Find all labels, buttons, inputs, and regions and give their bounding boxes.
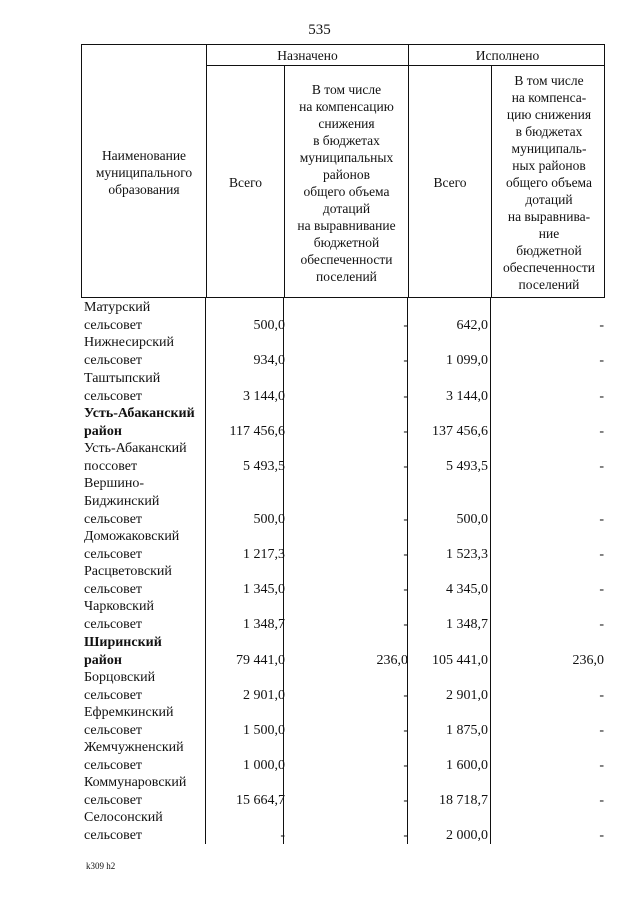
row-executed-including: - [599, 688, 604, 703]
row-executed-including: - [599, 547, 604, 562]
row-executed-including: 236,0 [572, 653, 604, 668]
row-assigned-total: 1 348,7 [243, 617, 285, 632]
row-executed-including: - [599, 582, 604, 597]
row-name: Усть-Абаканский район [84, 406, 195, 439]
row-assigned-total: 1 500,0 [243, 723, 285, 738]
row-assigned-total: 500,0 [253, 318, 285, 333]
row-executed-total: 5 493,5 [446, 459, 488, 474]
row-assigned-total: - [280, 828, 285, 843]
row-executed-including: - [599, 389, 604, 404]
row-assigned-total: 2 901,0 [243, 688, 285, 703]
header-assigned-total: Всего [228, 175, 263, 190]
row-executed-including: - [599, 758, 604, 773]
row-executed-total: 1 875,0 [446, 723, 488, 738]
row-name: Матурский сельсовет [84, 300, 151, 333]
row-assigned-total: 79 441,0 [236, 653, 285, 668]
row-assigned-including: - [403, 688, 408, 703]
footer-code: k309 h2 [86, 861, 116, 871]
row-assigned-including: - [403, 318, 408, 333]
row-executed-total: 1 523,3 [446, 547, 488, 562]
row-assigned-including: - [403, 582, 408, 597]
row-executed-total: 4 345,0 [446, 582, 488, 597]
row-name: Ширинский район [84, 635, 162, 668]
row-executed-including: - [599, 793, 604, 808]
header-assigned: Назначено [277, 47, 338, 63]
row-name: Коммунаровский сельсовет [84, 775, 187, 808]
row-assigned-total: 117 456,6 [229, 424, 285, 439]
row-assigned-total: 15 664,7 [236, 793, 285, 808]
row-executed-including: - [599, 828, 604, 843]
row-name: Вершино- Биджинский сельсовет [84, 476, 160, 527]
row-assigned-total: 500,0 [253, 512, 285, 527]
row-name: Усть-Абаканский поссовет [84, 441, 187, 474]
row-assigned-total: 3 144,0 [243, 389, 285, 404]
row-assigned-including: - [403, 793, 408, 808]
header-executed: Исполнено [475, 47, 540, 63]
row-executed-total: 3 144,0 [446, 389, 488, 404]
row-assigned-including: - [403, 459, 408, 474]
row-executed-total: 2 000,0 [446, 828, 488, 843]
row-executed-total: 2 901,0 [446, 688, 488, 703]
row-name: Ефремкинский сельсовет [84, 705, 174, 738]
row-executed-including: - [599, 512, 604, 527]
row-executed-total: 18 718,7 [439, 793, 488, 808]
row-assigned-including: 236,0 [376, 653, 408, 668]
row-assigned-including: - [403, 758, 408, 773]
row-assigned-total: 1 217,3 [243, 547, 285, 562]
row-executed-including: - [599, 723, 604, 738]
row-assigned-including: - [403, 389, 408, 404]
row-executed-including: - [599, 617, 604, 632]
row-assigned-including: - [403, 723, 408, 738]
row-name: Селосонский сельсовет [84, 810, 163, 843]
row-assigned-including: - [403, 424, 408, 439]
row-assigned-total: 5 493,5 [243, 459, 285, 474]
row-assigned-total: 1 000,0 [243, 758, 285, 773]
row-assigned-including: - [403, 828, 408, 843]
row-name: Таштыпский сельсовет [84, 371, 161, 404]
row-executed-total: 105 441,0 [432, 653, 488, 668]
row-name: Расцветовский сельсовет [84, 564, 172, 597]
header-executed-including: В том числе на компенса- цию снижения в бюджетах муниципаль- ных районов общего объема дотаций на выравнива- ние бюджетной обеспеченности поселений [502, 73, 596, 292]
row-executed-including: - [599, 353, 604, 368]
col-divider [490, 298, 491, 844]
row-name: Жемчужненский сельсовет [84, 740, 184, 773]
row-executed-including: - [599, 318, 604, 333]
row-assigned-including: - [403, 547, 408, 562]
row-executed-including: - [599, 459, 604, 474]
header-assigned-including: В том числе на компенсацию снижения в бюджетах муниципальных районов общего объема дотаций на выравнивание бюджетной обеспеченности поселений [297, 81, 396, 284]
row-assigned-including: - [403, 617, 408, 632]
row-executed-total: 642,0 [456, 318, 488, 333]
row-executed-total: 1 099,0 [446, 353, 488, 368]
row-assigned-including: - [403, 353, 408, 368]
row-assigned-total: 934,0 [253, 353, 285, 368]
row-name: Доможаковский сельсовет [84, 529, 180, 562]
row-name: Борцовский сельсовет [84, 670, 156, 703]
row-name: Нижнесирский сельсовет [84, 335, 175, 368]
row-assigned-including: - [403, 512, 408, 527]
row-executed-total: 1 348,7 [446, 617, 488, 632]
header-executed-total: Всего [433, 175, 467, 190]
row-executed-total: 500,0 [456, 512, 488, 527]
row-executed-including: - [599, 424, 604, 439]
table-header [81, 44, 605, 298]
row-name: Чарковский сельсовет [84, 599, 154, 632]
row-assigned-total: 1 345,0 [243, 582, 285, 597]
row-executed-total: 1 600,0 [446, 758, 488, 773]
row-executed-total: 137 456,6 [432, 424, 488, 439]
page-number: 535 [308, 22, 331, 38]
header-name-column: Наименование муниципального образования [95, 147, 193, 197]
